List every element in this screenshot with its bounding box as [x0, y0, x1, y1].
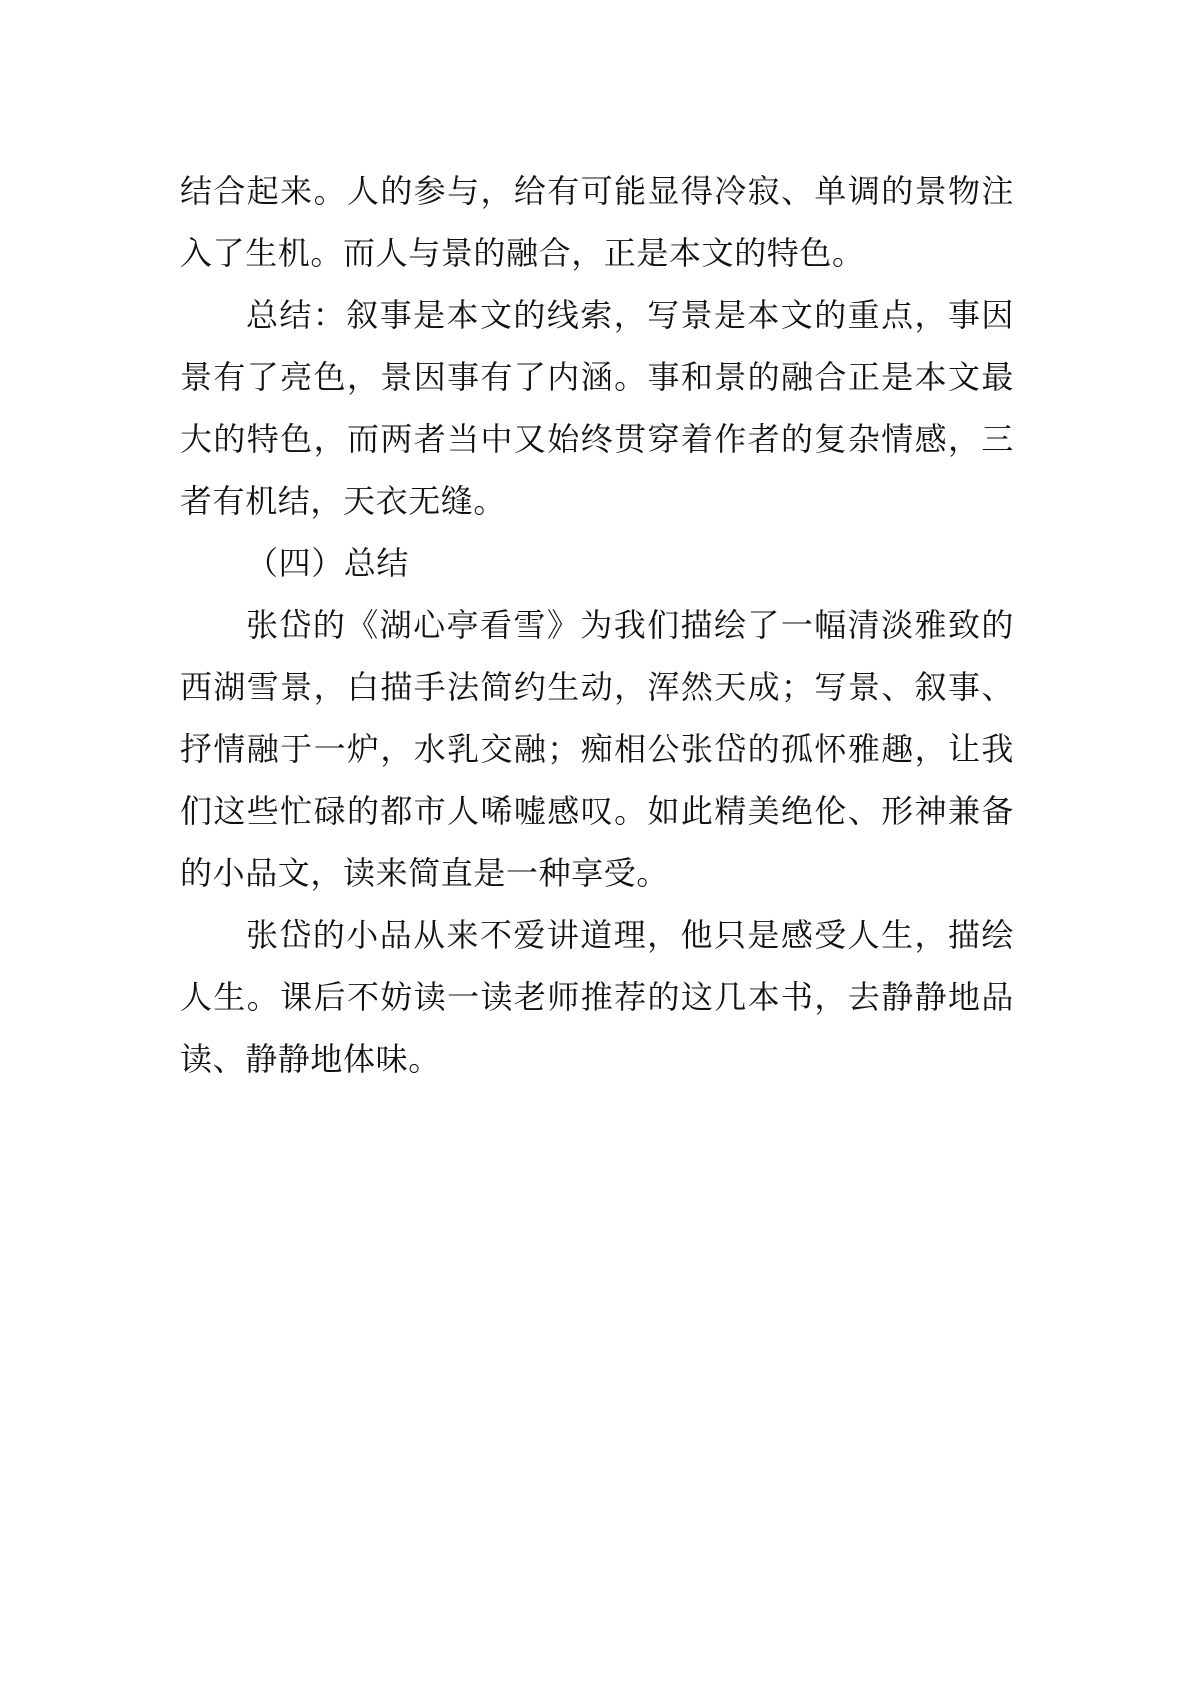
paragraph-recommendation: 张岱的小品从来不爱讲道理，他只是感受人生，描绘人生。课后不妨读一读老师推荐的这几本书，去静静地品读、静静地体味。	[180, 916, 1014, 1078]
paragraph-conclusion: 张岱的《湖心亭看雪》为我们描绘了一幅清淡雅致的西湖雪景，白描手法简约生动，浑然天成；写景、叙事、抒情融于一炉，水乳交融；痴相公张岱的孤怀雅趣，让我们这些忙碌的都市人唏嘘感叹。如此精美绝伦、形神兼备的小品文，读来简直是一种享受。	[180, 606, 1014, 892]
section-heading: （四）总结	[246, 544, 410, 582]
document-body	[180, 160, 1014, 1090]
paragraph-summary: 总结：叙事是本文的线索，写景是本文的重点，事因景有了亮色，景因事有了内涵。事和景的融合正是本文最大的特色，而两者当中又始终贯穿着作者的复杂情感，三者有机结，天衣无缝。	[180, 296, 1014, 520]
paragraph-continuation: 结合起来。人的参与，给有可能显得冷寂、单调的景物注入了生机。而人与景的融合，正是本文的特色。	[180, 172, 1014, 272]
